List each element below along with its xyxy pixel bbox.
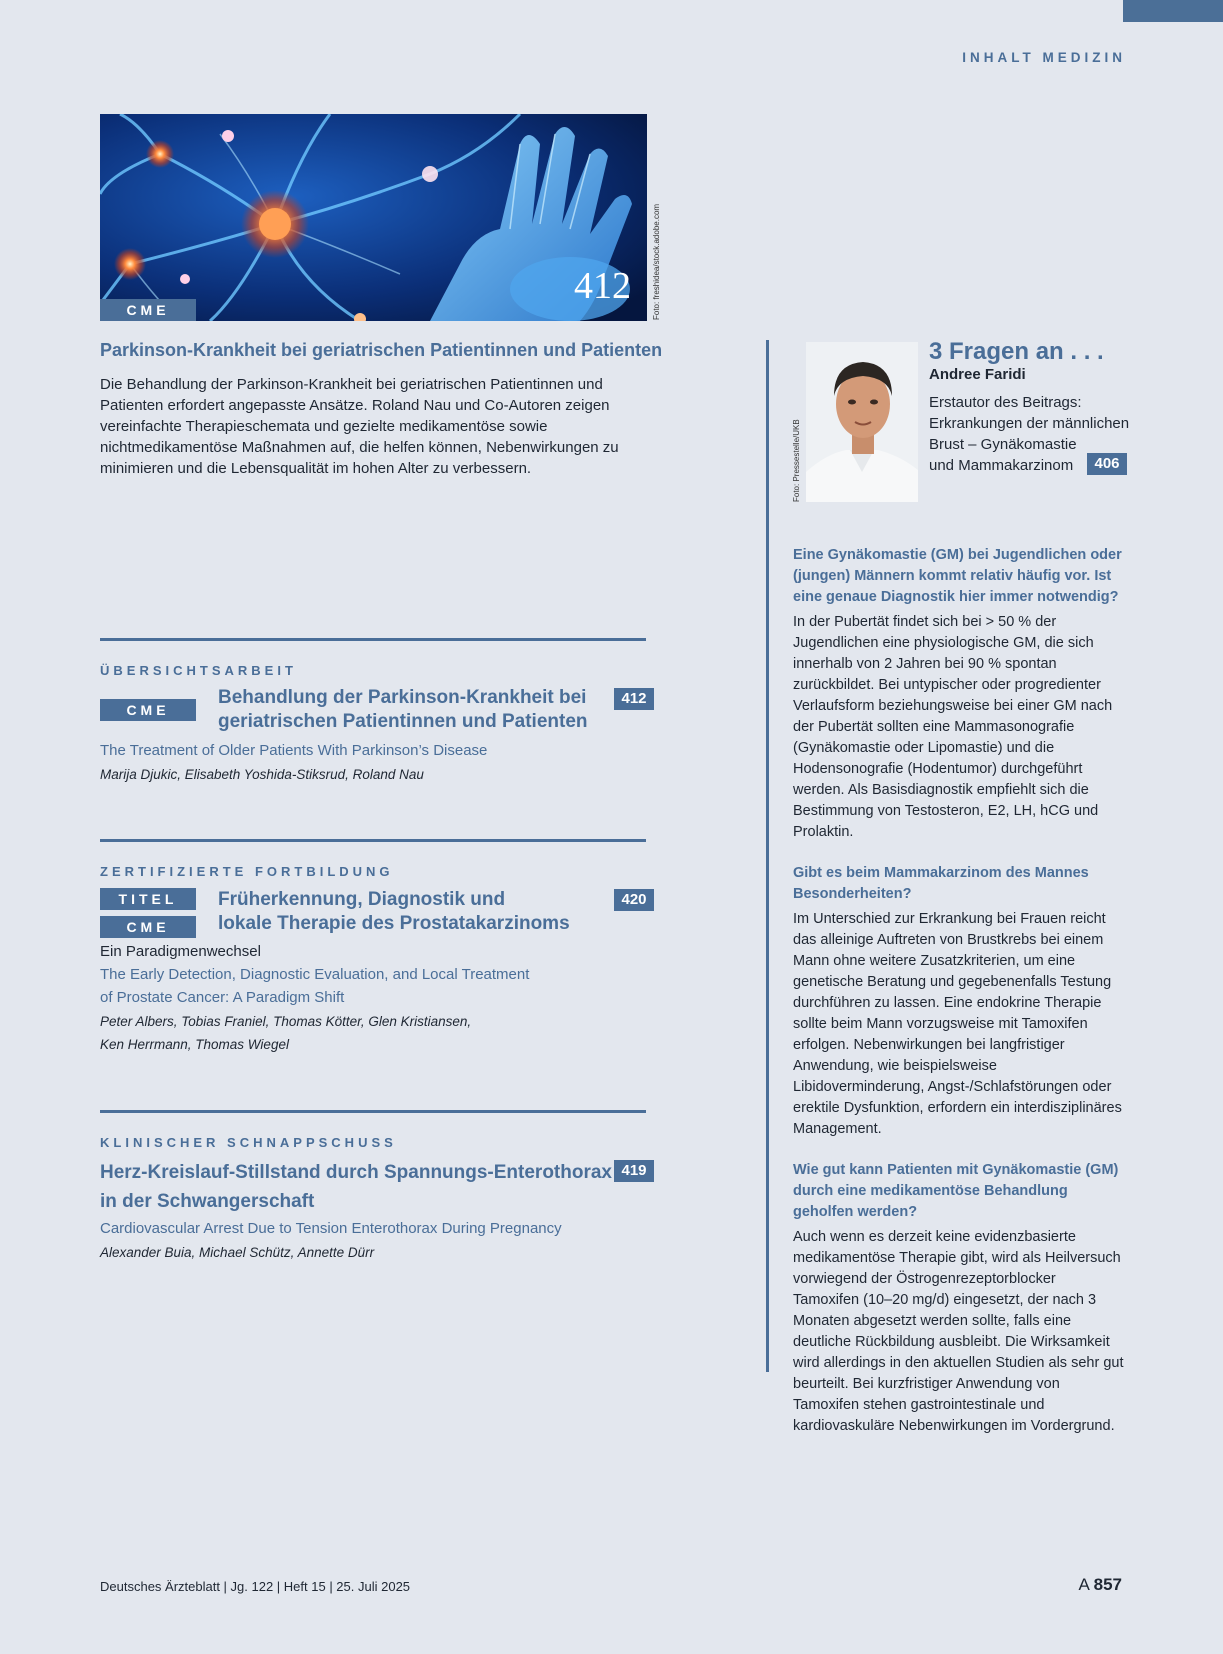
qa-item <box>793 1160 1125 1437</box>
hero-photo-credit: Foto: freshidea/stock.adobe.com <box>652 203 661 320</box>
hero-page-number: 412 <box>574 265 631 307</box>
interview-heading: 3 Fragen an . . . <box>929 338 1104 365</box>
answer: In der Pubertät findet sich bei > 50 % der Jugendlichen eine physiologische GM, die sich innerhalb von 2 Jahren bei 90 % spontan zurückbildet. Bei untypischer oder progredienter Verlaufsform beziehungsweise bei einer GM nach der Pubertät sollten eine Mammasonografie (Gynäkomastie oder Lipomastie) und die Hodensonografie (Hodentumor) durchgeführt werden. Als Basisdiagnostik empfiehlt sich die Bestimmung von Testosteron, E2, LH, hCG und Prolaktin. <box>793 614 1113 840</box>
page-prefix: A <box>1078 1575 1089 1594</box>
qa-item <box>793 863 1125 1140</box>
article-title-line1[interactable]: Herz-Kreislauf-Stillstand durch Spannungs-Enterothorax <box>100 1162 612 1183</box>
page-number: 857 <box>1093 1575 1122 1594</box>
portrait-photo-credit: Foto: Pressestelle/UKB <box>792 419 801 502</box>
section-divider <box>100 638 646 641</box>
section-label-overview: ÜBERSICHTSARBEIT <box>100 663 297 678</box>
article-title-line1[interactable]: Behandlung der Parkinson-Krankheit bei <box>218 687 587 708</box>
corner-tab <box>1123 0 1223 22</box>
page-badge[interactable]: 420 <box>614 889 654 911</box>
english-title: The Treatment of Older Patients With Parkinson’s Disease <box>100 742 488 759</box>
section-label-snapshot: KLINISCHER SCHNAPPSCHUSS <box>100 1135 397 1150</box>
interviewee-name: Andree Faridi <box>929 366 1026 383</box>
qa-list <box>793 545 1125 1437</box>
authors: Marija Djukic, Elisabeth Yoshida-Stiksrud, Roland Nau <box>100 767 424 782</box>
titel-tag: TITEL <box>100 888 196 910</box>
authors: Alexander Buia, Michael Schütz, Annette Dürr <box>100 1245 375 1260</box>
page-badge[interactable]: 406 <box>1087 453 1127 475</box>
authors-line1: Peter Albers, Tobias Franiel, Thomas Kötter, Glen Kristiansen, <box>100 1014 472 1029</box>
role-line: Erkrankungen der männlichen <box>929 415 1130 432</box>
article-subtitle: Ein Paradigmenwechsel <box>100 943 261 960</box>
cme-tag: CME <box>100 916 196 938</box>
answer: Auch wenn es derzeit keine evidenzbasierte medikamentöse Therapie gibt, wird als Heilversuch vorwiegend der Östrogenrezeptorblocker Tamoxifen (10–20 mg/d) eingesetzt, der nach 3 Monaten abgesetzt werden sollte, falls eine deutliche Rückbildung ausbleibt. Die Wirksamkeit wird allerdings in den aktuellen Studien als sehr gut beurteilt. Bei kurzfristiger Anwendung von Tamoxifen stehen gastrointestinale und kardiovaskuläre Nebenwirkungen im Vordergrund. <box>793 1229 1124 1434</box>
footer-page <box>1078 1575 1122 1595</box>
neuron-illustration <box>100 114 647 321</box>
answer: Im Unterschied zur Erkrankung bei Frauen reicht das alleinige Auftreten von Brustkrebs bei einem Mann ohne weitere Zusatzkriterien, um eine genetische Beratung und gegebenenfalls Testung durchführen zu lassen. Eine endokrine Therapie sollte beim Mann vorzugsweise mit Tamoxifen erfolgen. Nebenwirkungen bei langfristiger Anwendung, wie beispielsweise Libidoverminderung, Angst-/Schlafstörungen oder erektile Dysfunktion, erfordern ein interdisziplinäres Management. <box>793 911 1122 1137</box>
question: Eine Gynäkomastie (GM) bei Jugendlichen oder (jungen) Männern kommt relativ häufig vor. Ist eine genaue Diagnostik hier immer notwendig? <box>793 547 1122 605</box>
article-title-line1[interactable]: Früherkennung, Diagnostik und <box>218 889 506 910</box>
article-title-line2[interactable]: geriatrischen Patientinnen und Patienten <box>218 711 588 732</box>
section-divider <box>100 1110 646 1113</box>
question: Wie gut kann Patienten mit Gynäkomastie (GM) durch eine medikamentöse Behandlung geholfen werden? <box>793 1162 1119 1220</box>
role-line: und Mammakarzinom <box>929 457 1074 474</box>
cme-tag: CME <box>100 699 196 721</box>
article-title-line2[interactable]: in der Schwangerschaft <box>100 1191 315 1212</box>
hero-cme-tag: CME <box>100 299 196 321</box>
interview-column-rule <box>766 340 769 1372</box>
question: Gibt es beim Mammakarzinom des Mannes Besonderheiten? <box>793 865 1089 902</box>
hero-image[interactable] <box>100 114 647 321</box>
role-line: Erstautor des Beitrags: <box>929 394 1082 411</box>
authors-line2: Ken Herrmann, Thomas Wiegel <box>100 1037 289 1052</box>
english-title-line2: of Prostate Cancer: A Paradigm Shift <box>100 989 345 1006</box>
author-portrait <box>806 342 918 502</box>
hero-teaser: Die Behandlung der Parkinson-Krankheit bei geriatrischen Patientinnen und Patienten erfordert angepasste Ansätze. Roland Nau und Co-Autoren zeigen vereinfachte Therapieschemata und gezielte medikamentöse sowie nichtmedikamentöse Maßnahmen auf, die helfen können, Nebenwirkungen zu minimieren und die Lebensqualität im hohen Alter zu verbessern. <box>100 376 619 477</box>
page-section-label: INHALT MEDIZIN <box>962 50 1126 65</box>
section-label-cme: ZERTIFIZIERTE FORTBILDUNG <box>100 864 394 879</box>
portrait-image <box>806 342 918 502</box>
article-title-line2[interactable]: lokale Therapie des Prostatakarzinoms <box>218 913 570 934</box>
english-title: Cardiovascular Arrest Due to Tension Enterothorax During Pregnancy <box>100 1220 562 1237</box>
role-line: Brust – Gynäkomastie <box>929 436 1077 453</box>
qa-item <box>793 545 1125 843</box>
footer-journal: Deutsches Ärzteblatt | Jg. 122 | Heft 15 | 25. Juli 2025 <box>100 1579 411 1594</box>
english-title-line1: The Early Detection, Diagnostic Evaluation, and Local Treatment <box>100 966 530 983</box>
hero-title[interactable]: Parkinson-Krankheit bei geriatrischen Patientinnen und Patienten <box>100 340 663 360</box>
section-divider <box>100 839 646 842</box>
page-badge[interactable]: 419 <box>614 1160 654 1182</box>
page-badge[interactable]: 412 <box>614 688 654 710</box>
